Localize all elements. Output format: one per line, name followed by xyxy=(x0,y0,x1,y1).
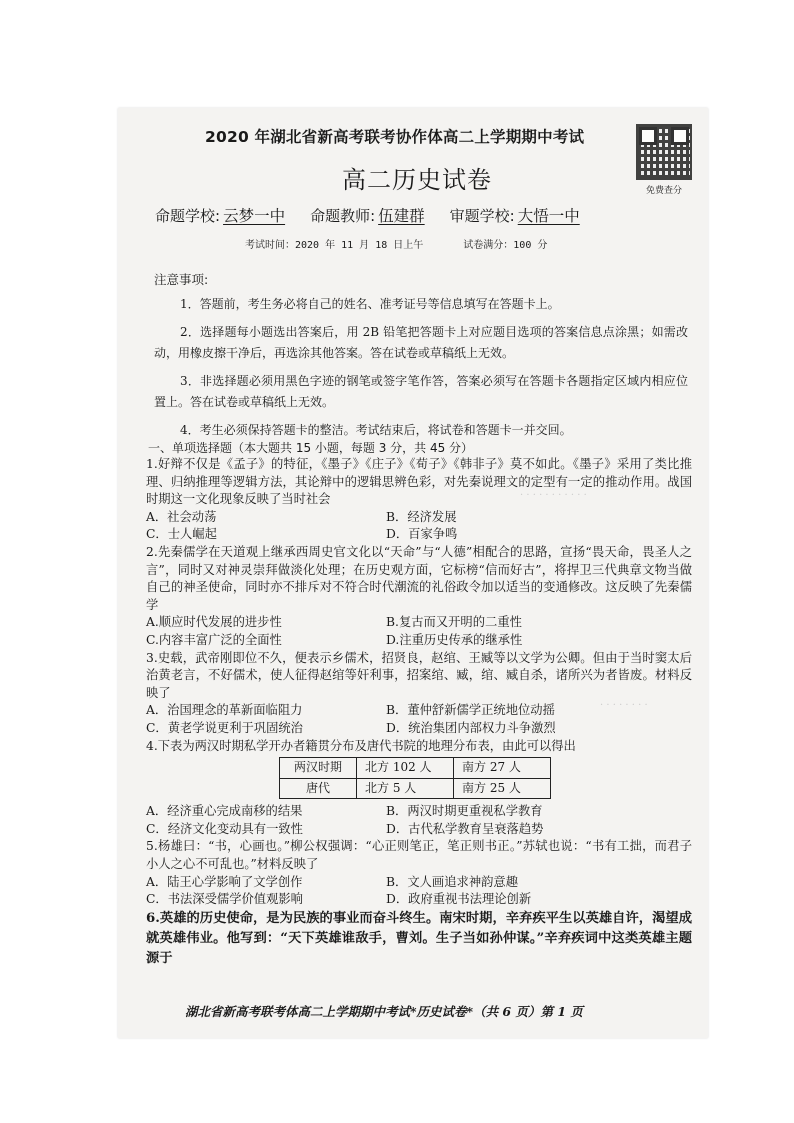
exam-time: 考试时间：2020 年 11 月 18 日上午 xyxy=(245,240,424,251)
section-heading: 一、单项选择题（本大题共 15 小题，每题 3 分，共 45 分） xyxy=(148,441,474,455)
option-grid xyxy=(146,614,692,649)
option-c: C．黄老学说更利于巩固统治 xyxy=(146,720,303,735)
table-row xyxy=(280,758,551,779)
exam-time-row xyxy=(245,236,547,251)
option-b: B．董仲舒新儒学正统地位动摇 xyxy=(386,703,555,718)
option-grid xyxy=(146,702,692,737)
option-c: C．经济文化变动具有一致性 xyxy=(146,821,303,836)
option-a: A．经济重心完成南移的结果 xyxy=(146,804,303,819)
option-a: A.顺应时代发展的进步性 xyxy=(146,615,282,630)
notes-list xyxy=(154,294,688,447)
option-d: D.注重历史传承的继承性 xyxy=(386,632,523,647)
option-d: D．统治集团内部权力斗争激烈 xyxy=(386,720,556,735)
question-stem: 4.下表为两汉时期私学开办者籍贯分布及唐代书院的地理分布表，由此可以得出 xyxy=(146,738,576,753)
page-footer: 湖北省新高考联考体高二上学期期中考试*历史试卷*（共 6 页）第 1 页 xyxy=(185,1004,583,1019)
setter-school-label: 命题学校: xyxy=(155,207,221,225)
table-cell: 北方 102 人 xyxy=(357,758,454,779)
table-row xyxy=(280,778,551,799)
reviewer-school-label: 审题学校: xyxy=(449,207,515,225)
subject-title: 高二历史试卷 xyxy=(342,166,492,194)
option-b: B．两汉时期更重视私学教育 xyxy=(386,804,543,819)
notes-title: 注意事项: xyxy=(154,272,209,287)
question-stem: 5.杨雄曰：“书，心画也。”柳公权强调：“心正则笔正，笔正则书正。”苏轼也说：“书有工拙，而君子小人之心不可乱也。”材料反映了 xyxy=(146,839,692,872)
note-item: 3．非选择题必须用黑色字迹的钢笔或签字笔作答，答案必须写在答题卡各题指定区域内相应位置上。答在试卷或草稿纸上无效。 xyxy=(154,373,688,409)
note-item: 2．选择题每小题选出答案后，用 2B 铅笔把答题卡上对应题目选项的答案信息点涂黑；如需改动，用橡皮擦干净后，再选涂其他答案。答在试卷或草稿纸上无效。 xyxy=(154,324,688,360)
question-6 xyxy=(146,909,692,969)
option-grid xyxy=(146,509,692,544)
authorship-row xyxy=(155,204,583,226)
question-list xyxy=(146,456,692,969)
option-c: C.内容丰富广泛的全面性 xyxy=(146,632,282,647)
exam-title: 2020 年湖北省新高考联考协作体高二上学期期中考试 xyxy=(205,128,585,146)
note-item: 1．答题前，考生务必将自己的姓名、准考证号等信息填写在答题卡上。 xyxy=(180,297,560,311)
question-stem: 6.英雄的历史使命，是为民族的事业而奋斗终生。南宋时期，辛弃疾平生以英雄自许，渴望成就英雄伟业。他写到：“天下英雄谁敌手，曹刘。生子当如孙仲谋。”辛弃疾词中这类英雄主题源于 xyxy=(146,910,692,966)
table-cell: 两汉时期 xyxy=(280,758,357,779)
table-cell: 南方 25 人 xyxy=(454,778,551,799)
option-b: B．文人画追求神韵意趣 xyxy=(386,874,519,889)
question-3 xyxy=(146,650,692,738)
full-score: 试卷满分：100 分 xyxy=(463,240,548,251)
question-stem: 1.好辩不仅是《孟子》的特征，《墨子》《庄子》《荀子》《韩非子》莫不如此。《墨子》采用了类比推理、归纳推理等逻辑方法，其论辩中的逻辑思辨色彩，对先秦说理文的定型有一定的推动作用。战国时期这一文化现象反映了当时社会 xyxy=(146,457,692,507)
question-2 xyxy=(146,544,692,650)
setter-school: 云梦一中 xyxy=(223,207,286,225)
qr-caption: 免费查分 xyxy=(646,186,683,196)
bleed-through-text: · · · · · · · · · · · xyxy=(520,490,587,501)
qr-code-icon xyxy=(636,124,692,180)
question-1 xyxy=(146,456,692,544)
question-4 xyxy=(146,738,692,839)
table-cell: 唐代 xyxy=(280,778,357,799)
option-grid xyxy=(146,874,692,909)
option-b: B．经济发展 xyxy=(386,509,457,524)
option-grid xyxy=(146,803,692,838)
question-stem: 3.史载，武帝刚即位不久，便表示乡儒术，招贤良，赵绾、王臧等以文学为公卿。但由于当时窦太后治黄老言，不好儒术，使人征得赵绾等奸利事，招案绾、臧，绾、臧自杀，诸所兴为者皆废。材料反映了 xyxy=(146,650,692,700)
option-d: D．古代私学教育呈衰落趋势 xyxy=(386,821,544,836)
question-5 xyxy=(146,838,692,908)
reviewer-school: 大悟一中 xyxy=(517,207,580,225)
bleed-through-text: · · · · · · · · xyxy=(600,700,648,711)
option-a: A．治国理念的革新面临阻力 xyxy=(146,703,303,718)
option-b: B.复古而又开明的二重性 xyxy=(386,615,522,630)
distribution-table xyxy=(279,757,551,799)
note-item: 4．考生必须保持答题卡的整洁。考试结束后，将试卷和答题卡一并交回。 xyxy=(180,422,572,437)
question-stem: 2.先秦儒学在天道观上继承西周史官文化以“天命”与“人德”相配合的思路，宣扬“畏天命，畏圣人之言”，同时又对神灵崇拜做淡化处理；在历史观方面，它标榜“信而好古”，将捍卫三代典章文物当做自己的神圣使命，同时亦不排斥对不符合时代潮流的礼俗政令加以适当的变通修改。这反映了先秦儒学 xyxy=(146,544,692,612)
option-d: D．百家争鸣 xyxy=(386,527,458,542)
table-cell: 北方 5 人 xyxy=(357,778,454,799)
option-c: C．士人崛起 xyxy=(146,527,217,542)
setter-teacher: 伍建群 xyxy=(378,207,425,225)
option-a: A．陆王心学影响了文学创作 xyxy=(146,874,303,889)
option-c: C．书法深受儒学价值观影响 xyxy=(146,892,303,907)
setter-teacher-label: 命题教师: xyxy=(310,207,376,225)
table-cell: 南方 27 人 xyxy=(454,758,551,779)
option-d: D．政府重视书法理论创新 xyxy=(386,892,532,907)
option-a: A．社会动荡 xyxy=(146,509,217,524)
